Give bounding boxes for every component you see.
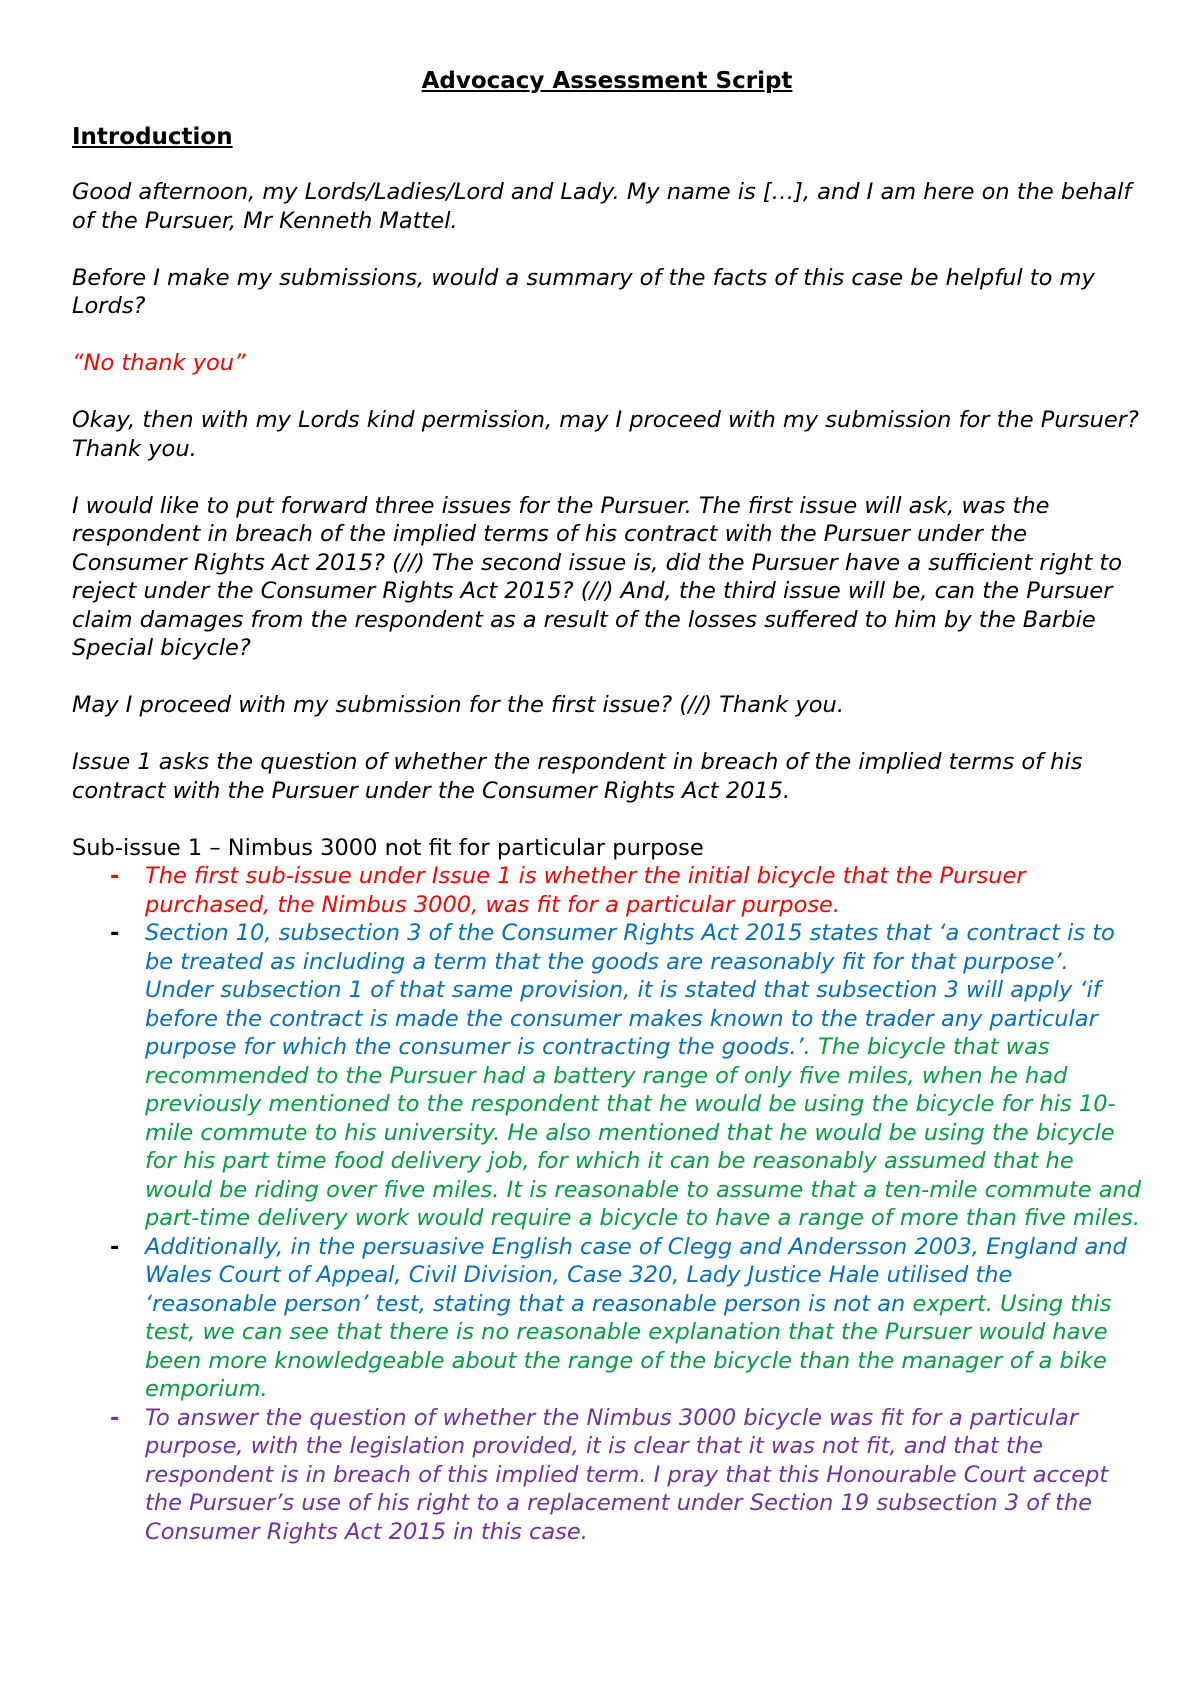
paragraph-three-issues: I would like to put forward three issues for the Pursuer. The first issue will ask, was the respondent in breach of the implied terms of his contract with the Pursuer under the Consumer Rights Act 2015? (//) The second issue is, did the Pursuer have a sufficient right to reject under the Consumer Rights Act 2015? (//) And, the third issue will be, can the Pursuer claim damages from the respondent as a result of the losses suffered to him by the Barbie Special bicycle?	[72, 492, 1123, 661]
paragraph-court-reply: “No thank you”	[72, 350, 246, 376]
bullet-item	[72, 1404, 1142, 1547]
bullet-text: The first sub-issue under Issue 1 is whether the initial bicycle that the Pursuer purchased, the Nimbus 3000, was fit for a particular purpose.	[145, 863, 1026, 918]
bullet-dash: -	[110, 1233, 120, 1260]
bullet-dash: -	[110, 1404, 120, 1431]
paragraph-greeting: Good afternoon, my Lords/Ladies/Lord and Lady. My name is […], and I am here on the behalf of the Pursuer, Mr Kenneth Mattel.	[72, 179, 1132, 234]
bullet-text-application: expert. Using this test, we can see that there is no reasonable explanation that the Pursuer would have been more knowledgeable about the range of the bicycle than the manager of a bike emporium.	[145, 1290, 1112, 1402]
bullet-dash: -	[110, 920, 120, 946]
sub-issue-heading: Sub-issue 1 – Nimbus 3000 not fit for particular purpose	[72, 834, 704, 861]
sub-issue-bullet-list	[72, 862, 1142, 1546]
paragraph-summary-question: Before I make my submissions, would a summary of the facts of this case be helpful to my Lords?	[72, 264, 1095, 319]
paragraph-issue-one: Issue 1 asks the question of whether the respondent in breach of the implied terms of his contract with the Pursuer under the Consumer Rights Act 2015.	[72, 749, 1083, 804]
bullet-text-application: The bicycle that was recommended to the Pursuer had a battery range of only five miles, when he had previously mentioned to the respondent that he would be using the bicycle for his 10-mile commute to his university. He also mentioned that he would be using the bicycle for his part time food delivery job, for which it can be reasonably assumed that he would be riding over five miles. It is reasonable to assume that a ten-mile commute and part-time delivery work would require a bicycle to have a range of more than five miles.	[145, 1034, 1142, 1231]
introduction-heading: Introduction	[72, 124, 233, 150]
bullet-item	[72, 862, 1142, 919]
bullet-text-case-law: Additionally, in the persuasive English case of Clegg and Andersson 2003, England and Wales Court of Appeal, Civil Division, Case 320, Lady Justice Hale utilised the ‘reasonable person’ test, stating that a reasonable person is not an	[145, 1233, 1127, 1317]
bullet-item	[72, 1233, 1142, 1404]
bullet-text-legislation: Section 10, subsection 3 of the Consumer Rights Act 2015 states that ‘a contract is to be treated as including a term that the goods are reasonably fit for that purpose’. Under subsection 1 of that same provision, it is stated that subsection 3 will apply ‘if before the contract is made the consumer makes known to the trader any particular purpose for which the consumer is contracting the goods.’.	[145, 920, 1115, 1060]
document-title: Advocacy Assessment Script	[421, 68, 793, 94]
paragraph-proceed-first-issue: May I proceed with my submission for the first issue? (//) Thank you.	[72, 692, 844, 718]
document-page	[72, 66, 1142, 1546]
bullet-text-conclusion: To answer the question of whether the Nimbus 3000 bicycle was fit for a particular purpose, with the legislation provided, it is clear that it was not fit, and that the respondent is in breach of this implied term. I pray that this Honourable Court accept the Pursuer’s use of his right to a replacement under Section 19 subsection 3 of the Consumer Rights Act 2015 in this case.	[145, 1404, 1109, 1545]
bullet-item	[72, 919, 1142, 1233]
bullet-dash: -	[110, 863, 120, 889]
paragraph-permission: Okay, then with my Lords kind permission, may I proceed with my submission for the Pursuer? Thank you.	[72, 407, 1139, 462]
